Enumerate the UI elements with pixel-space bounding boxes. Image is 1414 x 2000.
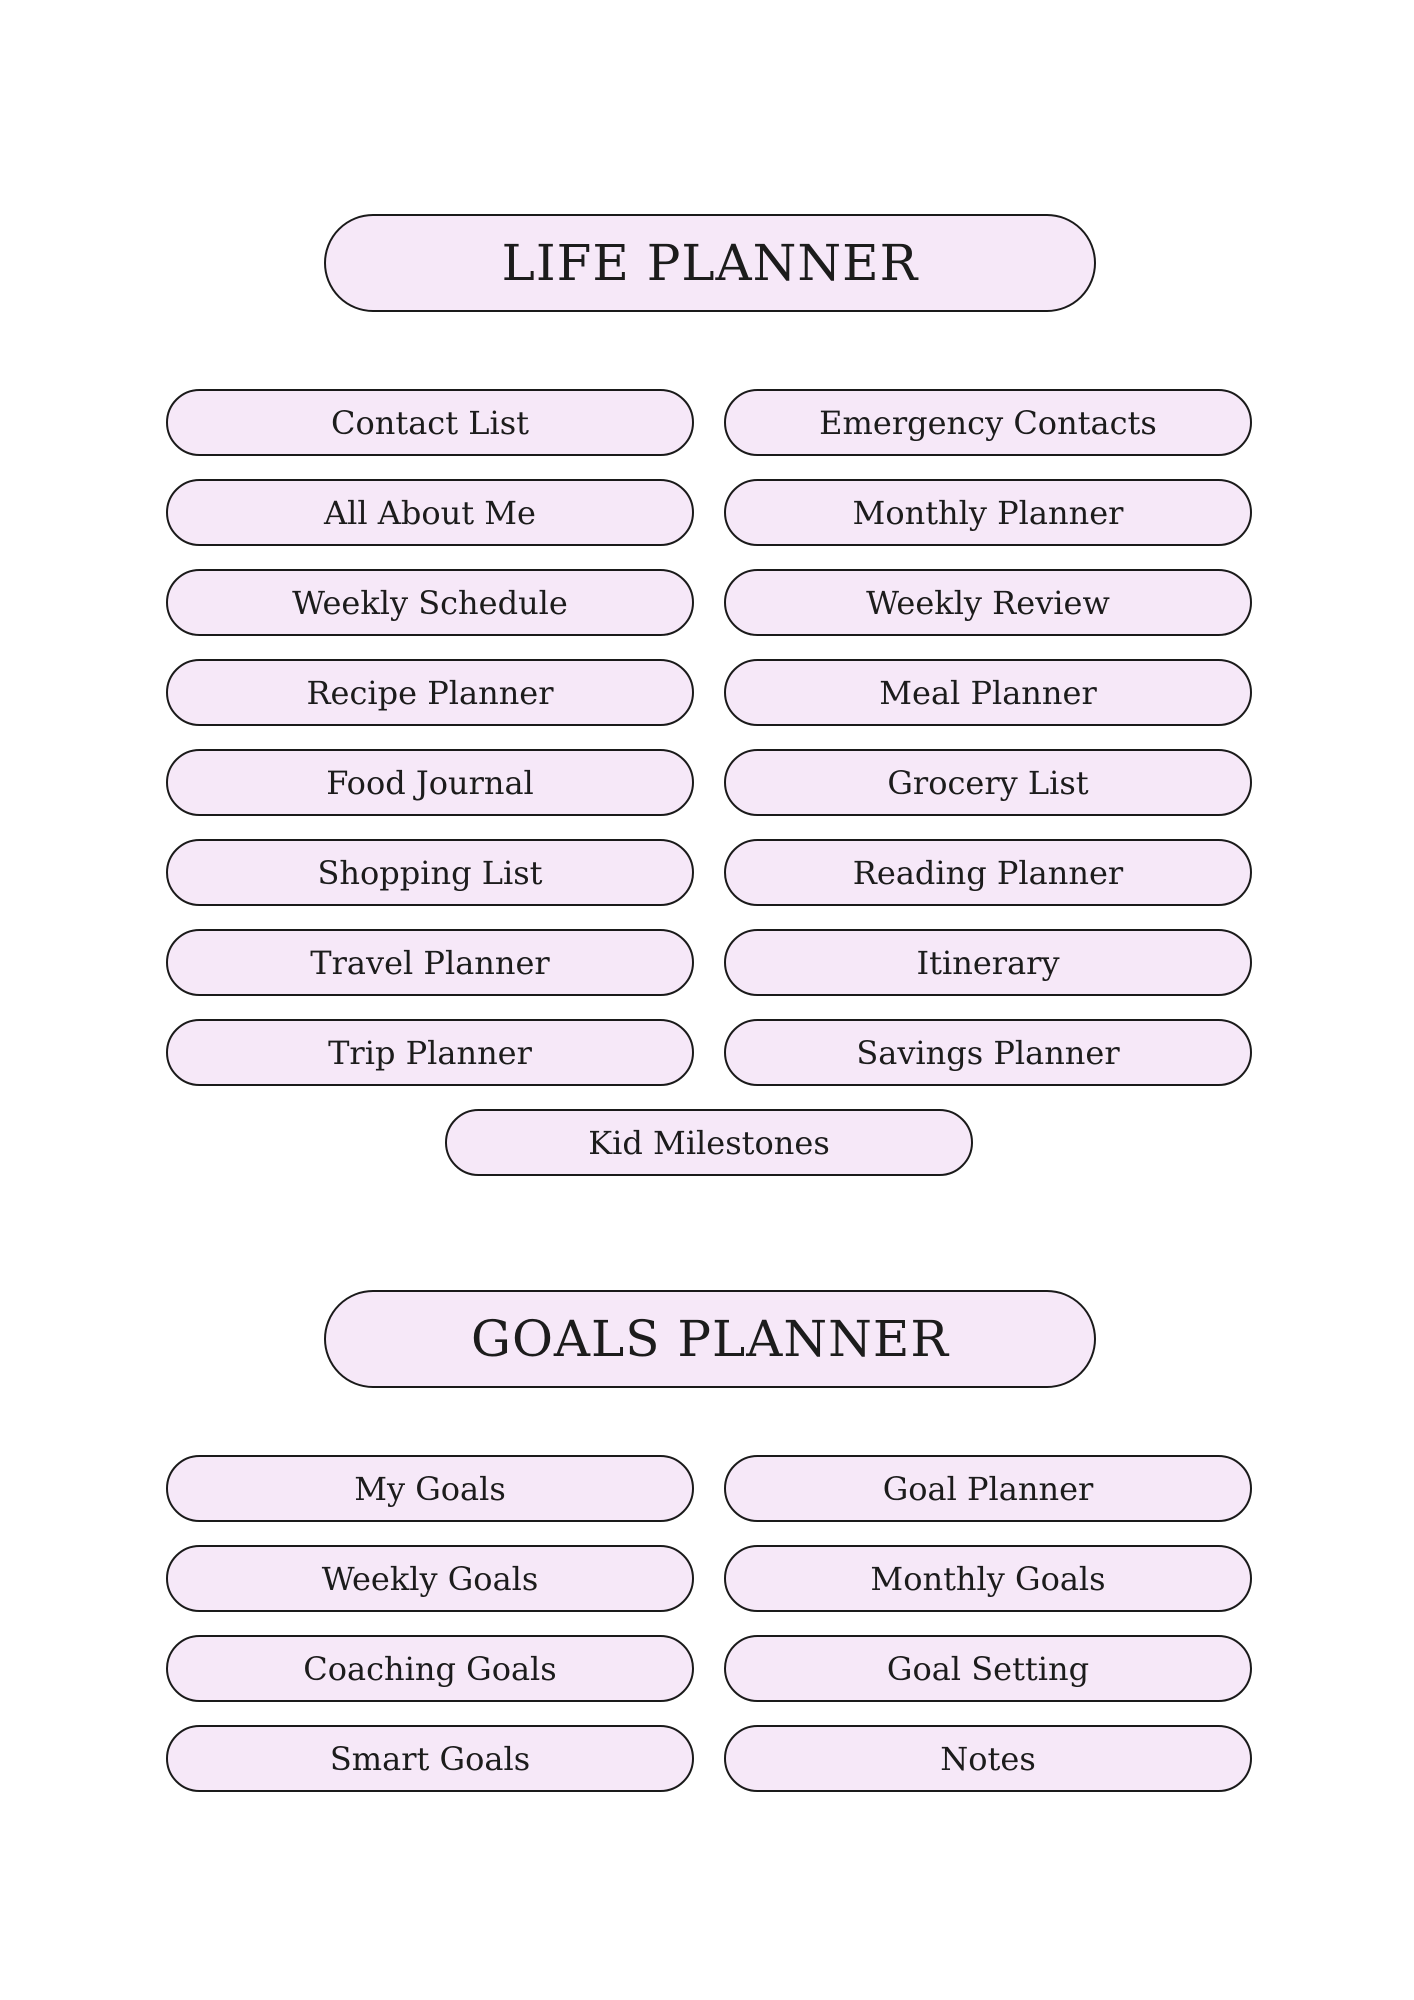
link-label: Trip Planner	[328, 1033, 532, 1072]
link-label: Savings Planner	[856, 1033, 1120, 1072]
goals-planner-title	[324, 1290, 1096, 1388]
link-weekly-review[interactable]	[724, 569, 1252, 636]
link-label: Food Journal	[326, 763, 534, 802]
link-label: Monthly Goals	[870, 1559, 1106, 1598]
link-label: Weekly Goals	[321, 1559, 539, 1598]
link-all-about-me[interactable]	[166, 479, 694, 546]
link-savings-planner[interactable]	[724, 1019, 1252, 1086]
link-weekly-goals[interactable]	[166, 1545, 694, 1612]
link-recipe-planner[interactable]	[166, 659, 694, 726]
link-grocery-list[interactable]	[724, 749, 1252, 816]
link-label: Contact List	[330, 403, 529, 442]
link-meal-planner[interactable]	[724, 659, 1252, 726]
link-label: Travel Planner	[310, 943, 550, 982]
link-shopping-list[interactable]	[166, 839, 694, 906]
link-notes[interactable]	[724, 1725, 1252, 1792]
link-emergency-contacts[interactable]	[724, 389, 1252, 456]
link-label: All About Me	[324, 493, 536, 532]
link-label: Weekly Schedule	[292, 583, 568, 622]
link-monthly-planner[interactable]	[724, 479, 1252, 546]
life-planner-title-text: LIFE PLANNER	[501, 234, 919, 292]
link-label: Emergency Contacts	[819, 403, 1157, 442]
link-goal-planner[interactable]	[724, 1455, 1252, 1522]
link-label: Smart Goals	[329, 1739, 531, 1778]
link-label: Goal Planner	[882, 1469, 1094, 1508]
link-label: Monthly Planner	[852, 493, 1124, 532]
link-label: Weekly Review	[866, 583, 1110, 622]
link-goal-setting[interactable]	[724, 1635, 1252, 1702]
link-coaching-goals[interactable]	[166, 1635, 694, 1702]
link-label: Kid Milestones	[588, 1123, 830, 1162]
link-label: Recipe Planner	[306, 673, 554, 712]
link-label: Meal Planner	[879, 673, 1097, 712]
link-reading-planner[interactable]	[724, 839, 1252, 906]
link-contact-list[interactable]	[166, 389, 694, 456]
life-planner-title	[324, 214, 1096, 312]
goals-planner-title-text: GOALS PLANNER	[471, 1310, 949, 1368]
link-food-journal[interactable]	[166, 749, 694, 816]
link-itinerary[interactable]	[724, 929, 1252, 996]
link-monthly-goals[interactable]	[724, 1545, 1252, 1612]
link-label: Shopping List	[317, 853, 543, 892]
link-smart-goals[interactable]	[166, 1725, 694, 1792]
link-label: Reading Planner	[852, 853, 1124, 892]
link-label: Notes	[940, 1739, 1036, 1778]
link-label: Grocery List	[887, 763, 1089, 802]
link-travel-planner[interactable]	[166, 929, 694, 996]
link-label: Goal Setting	[886, 1649, 1090, 1688]
link-my-goals[interactable]	[166, 1455, 694, 1522]
link-label: My Goals	[354, 1469, 506, 1508]
link-weekly-schedule[interactable]	[166, 569, 694, 636]
link-trip-planner[interactable]	[166, 1019, 694, 1086]
link-kid-milestones[interactable]	[445, 1109, 973, 1176]
link-label: Coaching Goals	[303, 1649, 557, 1688]
link-label: Itinerary	[916, 943, 1060, 982]
